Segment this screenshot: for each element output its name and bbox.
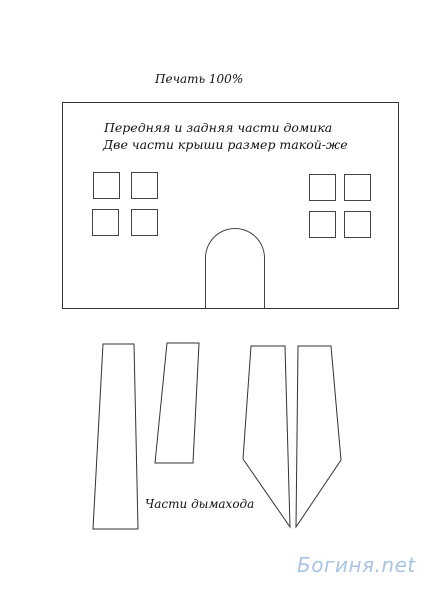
panel-caption-roof: Две части крыши размер такой-же (103, 137, 348, 152)
print-scale-label: Печать 100% (155, 72, 244, 86)
chimney-piece-1 (93, 344, 138, 529)
chimney-piece-4 (296, 346, 341, 527)
chimney-parts-label: Части дымахода (145, 497, 255, 511)
chimney-piece-2 (155, 343, 199, 463)
panel-caption-front-back: Передняя и задняя части домика (104, 120, 333, 135)
site-watermark: Богиня.net (297, 553, 416, 577)
